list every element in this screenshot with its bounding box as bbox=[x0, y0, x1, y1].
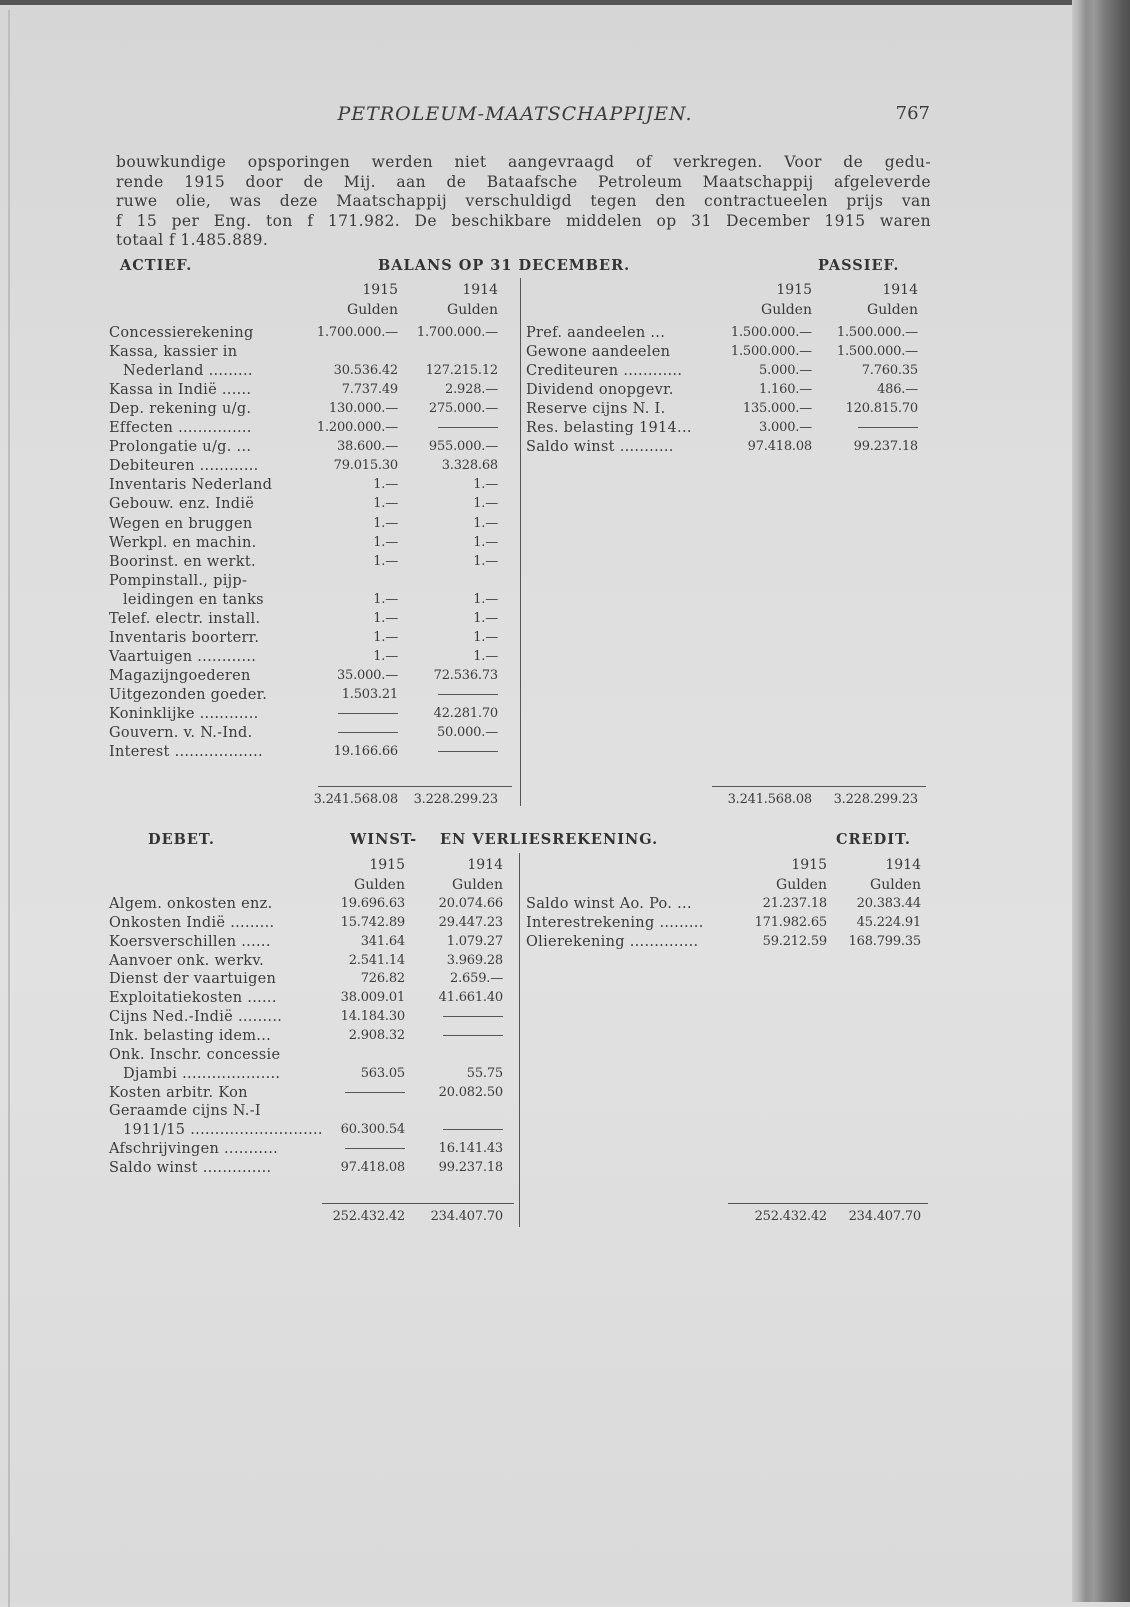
row-label: Djambi .................... bbox=[123, 1065, 281, 1082]
table-row bbox=[109, 494, 498, 514]
value-1914: 1.— bbox=[473, 515, 498, 531]
value-1915: 563.05 bbox=[360, 1065, 405, 1081]
nil-dash bbox=[438, 427, 498, 428]
value-1915: 19.696.63 bbox=[340, 896, 405, 911]
intro-paragraph bbox=[116, 153, 931, 251]
intro-line: rende 1915 door de Mij. aan de Bataafsche Petroleum Maatschappij afgeleverde bbox=[116, 172, 931, 191]
nil-dash bbox=[345, 1148, 405, 1149]
value-1915: 1.— bbox=[373, 629, 398, 645]
table-row bbox=[109, 742, 498, 762]
row-label: Geraamde cijns N.-I bbox=[109, 1103, 261, 1120]
value-1915: 135.000.— bbox=[742, 401, 812, 417]
value-1915: 1.— bbox=[373, 496, 398, 512]
nil-dash bbox=[438, 751, 498, 752]
nil-dash bbox=[443, 1016, 503, 1017]
total-1915: 3.241.568.08 bbox=[313, 792, 398, 807]
table-row bbox=[109, 1158, 503, 1178]
balance-actief-heading: ACTIEF. bbox=[120, 257, 193, 274]
value-1914: 168.799.35 bbox=[848, 933, 921, 949]
value-1914: 1.— bbox=[473, 610, 498, 626]
value-1915: 171.982.65 bbox=[754, 914, 827, 930]
value-1914: 55.75 bbox=[466, 1065, 503, 1081]
table-row bbox=[109, 988, 503, 1008]
column-header-year: 1915 bbox=[369, 857, 405, 873]
row-label: Kassa, kassier in bbox=[109, 344, 238, 361]
value-1915: 1.— bbox=[373, 591, 398, 607]
value-1914: 275.000.— bbox=[428, 401, 498, 417]
table-row bbox=[109, 1064, 503, 1084]
total-rule bbox=[712, 786, 926, 787]
row-label: Algem. onkosten enz. bbox=[109, 896, 273, 912]
value-1915: 1.503.21 bbox=[341, 686, 398, 702]
value-1915: 97.418.08 bbox=[340, 1159, 405, 1175]
table-row bbox=[109, 1007, 503, 1027]
value-1914 bbox=[443, 1007, 503, 1027]
value-1915: 38.009.01 bbox=[340, 990, 405, 1006]
row-label: Koersverschillen ...... bbox=[109, 933, 271, 950]
table-row bbox=[109, 323, 498, 343]
row-label: Cijns Ned.-Indië ......... bbox=[109, 1009, 283, 1026]
row-label: Pref. aandeelen ... bbox=[526, 325, 666, 341]
value-1915: 79.015.30 bbox=[333, 458, 398, 474]
value-1914: 16.141.43 bbox=[438, 1141, 503, 1157]
value-1915 bbox=[345, 1083, 405, 1103]
column-header-year: 1915 bbox=[791, 857, 827, 873]
table-row bbox=[109, 361, 498, 381]
row-label: Vaartuigen ............ bbox=[109, 648, 257, 665]
row-label: Saldo winst .............. bbox=[109, 1159, 272, 1176]
value-1914: 99.237.18 bbox=[438, 1159, 503, 1175]
column-header-year: 1915 bbox=[362, 282, 398, 298]
value-1915: 1.— bbox=[373, 515, 398, 531]
total-1914: 234.407.70 bbox=[848, 1209, 921, 1224]
value-1915: 59.212.59 bbox=[762, 933, 827, 949]
value-1915: 19.166.66 bbox=[333, 744, 398, 760]
table-row bbox=[109, 647, 498, 667]
row-label: Uitgezonden goeder. bbox=[109, 686, 268, 703]
value-1914 bbox=[438, 742, 498, 762]
value-1915: 38.600.— bbox=[336, 439, 398, 455]
value-1915: 2.541.14 bbox=[348, 952, 405, 968]
column-header-unit: Gulden bbox=[452, 877, 503, 893]
row-label: Crediteuren ............ bbox=[526, 363, 683, 380]
balance-passief-heading: PASSIEF. bbox=[818, 257, 900, 274]
total-1915: 3.241.568.08 bbox=[727, 792, 812, 807]
table-row bbox=[526, 399, 918, 419]
row-label: Res. belasting 1914... bbox=[526, 420, 692, 437]
row-label: Reserve cijns N. I. bbox=[526, 401, 666, 418]
row-label: Wegen en bruggen bbox=[109, 515, 253, 532]
column-header-year: 1914 bbox=[462, 282, 498, 298]
table-row bbox=[109, 932, 503, 952]
value-1914: 20.383.44 bbox=[856, 896, 921, 911]
row-label: Onk. Inschr. concessie bbox=[109, 1046, 281, 1063]
row-label: Interest .................. bbox=[109, 744, 263, 761]
table-row bbox=[109, 951, 503, 971]
value-1914: 1.— bbox=[473, 553, 498, 569]
table-row bbox=[109, 666, 498, 686]
value-1915: 1.500.000.— bbox=[730, 344, 812, 360]
book-spine bbox=[1072, 0, 1130, 1602]
total-1914: 234.407.70 bbox=[430, 1209, 503, 1224]
table-row bbox=[109, 380, 498, 400]
nil-dash bbox=[858, 427, 918, 428]
value-1914: 1.500.000.— bbox=[836, 325, 918, 340]
value-1914: 3.328.68 bbox=[441, 458, 498, 474]
page-edge bbox=[8, 10, 10, 1607]
value-1914: 20.074.66 bbox=[438, 896, 503, 911]
table-row bbox=[109, 894, 503, 914]
value-1914: 50.000.— bbox=[436, 725, 498, 741]
value-1914: 99.237.18 bbox=[853, 439, 918, 455]
pnl-column-divider bbox=[519, 853, 520, 1227]
row-label: Ink. belasting idem... bbox=[109, 1027, 272, 1044]
value-1915: 341.64 bbox=[360, 933, 405, 949]
value-1914: 120.815.70 bbox=[845, 401, 918, 417]
value-1915: 1.160.— bbox=[759, 382, 812, 398]
intro-line: bouwkundige opsporingen werden niet aangevraagd of verkregen. Voor de gedu- bbox=[116, 153, 931, 171]
value-1914 bbox=[443, 1026, 503, 1046]
row-label: Saldo winst Ao. Po. ... bbox=[526, 896, 692, 912]
row-label: Boorinst. en werkt. bbox=[109, 553, 256, 570]
value-1915: 35.000.— bbox=[336, 667, 398, 683]
total-rule bbox=[322, 1203, 514, 1204]
row-label: Interestrekening ......... bbox=[526, 914, 704, 931]
row-label: Gouvern. v. N.-Ind. bbox=[109, 725, 253, 742]
running-title: PETROLEUM-MAATSCHAPPIJEN. bbox=[337, 103, 693, 125]
total-1914: 3.228.299.23 bbox=[413, 792, 498, 807]
row-label: Nederland ......... bbox=[123, 363, 253, 380]
table-row bbox=[109, 514, 498, 534]
value-1914 bbox=[438, 685, 498, 705]
value-1915: 1.— bbox=[373, 648, 398, 664]
intro-line: ruwe olie, was deze Maatschappij verschuldigd tegen den contractueelen prijs van bbox=[116, 192, 931, 210]
page-number: 767 bbox=[895, 103, 930, 124]
value-1914: 1.— bbox=[473, 477, 498, 493]
nil-dash bbox=[438, 694, 498, 695]
column-header-unit: Gulden bbox=[776, 877, 827, 893]
column-header-unit: Gulden bbox=[447, 302, 498, 318]
value-1914: 486.— bbox=[877, 382, 918, 398]
row-label: Kosten arbitr. Kon bbox=[109, 1084, 248, 1101]
table-row bbox=[109, 969, 503, 989]
column-header-unit: Gulden bbox=[347, 302, 398, 318]
value-1914: 20.082.50 bbox=[438, 1084, 503, 1100]
table-row bbox=[109, 418, 498, 438]
table-row bbox=[109, 1139, 503, 1159]
value-1914: 1.— bbox=[473, 629, 498, 645]
nil-dash bbox=[345, 1092, 405, 1093]
balance-column-divider bbox=[520, 278, 521, 806]
value-1914: 42.281.70 bbox=[433, 706, 498, 721]
value-1915: 5.000.— bbox=[759, 363, 812, 379]
value-1915: 1.— bbox=[373, 477, 398, 493]
table-row bbox=[109, 1101, 503, 1121]
column-header-year: 1914 bbox=[882, 282, 918, 298]
value-1914: 72.536.73 bbox=[433, 667, 498, 683]
table-row bbox=[109, 399, 498, 419]
intro-line: totaal f 1.485.889. bbox=[116, 231, 269, 249]
value-1914: 1.079.27 bbox=[446, 933, 503, 949]
table-row bbox=[526, 418, 918, 438]
table-row bbox=[109, 1026, 503, 1046]
value-1914: 41.661.40 bbox=[438, 990, 503, 1006]
row-label: Werkpl. en machin. bbox=[109, 534, 257, 551]
table-row bbox=[109, 704, 498, 724]
row-label: Gewone aandeelen bbox=[526, 344, 671, 361]
value-1915: 97.418.08 bbox=[747, 439, 812, 455]
table-row bbox=[109, 1120, 503, 1140]
total-rule bbox=[728, 1203, 928, 1204]
value-1915: 14.184.30 bbox=[340, 1009, 405, 1025]
column-header-year: 1914 bbox=[467, 857, 503, 873]
table-row bbox=[109, 913, 503, 933]
row-label: Gebouw. enz. Indië bbox=[109, 496, 255, 513]
value-1915: 130.000.— bbox=[328, 401, 398, 417]
row-label: Telef. electr. install. bbox=[109, 610, 261, 627]
row-label: Debiteuren ............ bbox=[109, 458, 259, 475]
table-row bbox=[526, 932, 921, 952]
row-label: leidingen en tanks bbox=[123, 591, 264, 608]
table-row bbox=[526, 323, 918, 343]
value-1914 bbox=[438, 418, 498, 438]
row-label: Olierekening .............. bbox=[526, 933, 699, 950]
table-row bbox=[526, 894, 921, 914]
table-row bbox=[109, 533, 498, 553]
row-label: Dep. rekening u/g. bbox=[109, 401, 252, 418]
table-row bbox=[109, 571, 498, 591]
value-1915: 7.737.49 bbox=[341, 382, 398, 398]
nil-dash bbox=[338, 732, 398, 733]
value-1915 bbox=[338, 704, 398, 724]
value-1914: 1.— bbox=[473, 534, 498, 550]
row-label: Saldo winst ........... bbox=[526, 439, 674, 456]
nil-dash bbox=[443, 1035, 503, 1036]
row-label: Magazijngoederen bbox=[109, 667, 251, 684]
value-1914: 1.— bbox=[473, 496, 498, 512]
value-1915: 1.— bbox=[373, 610, 398, 626]
table-row bbox=[526, 437, 918, 457]
pnl-debet-heading: DEBET. bbox=[148, 831, 215, 848]
table-row bbox=[109, 590, 498, 610]
total-1915: 252.432.42 bbox=[332, 1209, 405, 1224]
column-header-year: 1915 bbox=[776, 282, 812, 298]
value-1914: 955.000.— bbox=[428, 439, 498, 455]
column-header-unit: Gulden bbox=[870, 877, 921, 893]
value-1915: 1.— bbox=[373, 553, 398, 569]
column-header-year: 1914 bbox=[885, 857, 921, 873]
table-row bbox=[109, 552, 498, 572]
value-1914: 1.700.000.— bbox=[416, 325, 498, 340]
table-row bbox=[109, 628, 498, 648]
value-1914: 1.— bbox=[473, 591, 498, 607]
value-1915 bbox=[345, 1139, 405, 1159]
table-row bbox=[526, 361, 918, 381]
value-1915: 3.000.— bbox=[759, 420, 812, 436]
row-label: Kassa in Indië ...... bbox=[109, 382, 252, 399]
row-label: Onkosten Indië ......... bbox=[109, 914, 275, 931]
value-1915: 1.700.000.— bbox=[316, 325, 398, 340]
row-label: Exploitatiekosten ...... bbox=[109, 990, 277, 1007]
row-label: Aanvoer onk. werkv. bbox=[109, 952, 265, 969]
value-1914: 1.— bbox=[473, 648, 498, 664]
row-label: Koninklijke ............ bbox=[109, 706, 259, 722]
row-label: Inventaris Nederland bbox=[109, 477, 273, 494]
table-row bbox=[109, 456, 498, 476]
table-row bbox=[109, 685, 498, 705]
nil-dash bbox=[443, 1129, 503, 1130]
value-1914: 127.215.12 bbox=[425, 363, 498, 379]
table-row bbox=[109, 437, 498, 457]
value-1915: 1.500.000.— bbox=[730, 325, 812, 340]
value-1915: 726.82 bbox=[360, 971, 405, 987]
row-label: Dienst der vaartuigen bbox=[109, 971, 277, 988]
value-1914: 3.969.28 bbox=[446, 952, 503, 968]
table-row bbox=[109, 475, 498, 495]
pnl-title-left: WINST- bbox=[350, 831, 418, 848]
row-label: Inventaris boorterr. bbox=[109, 629, 260, 646]
value-1914: 2.928.— bbox=[445, 382, 498, 398]
column-header-unit: Gulden bbox=[761, 302, 812, 318]
value-1915: 60.300.54 bbox=[340, 1122, 405, 1138]
row-label: Effecten ............... bbox=[109, 420, 252, 437]
value-1915: 2.908.32 bbox=[348, 1027, 405, 1043]
table-row bbox=[526, 342, 918, 362]
column-header-unit: Gulden bbox=[354, 877, 405, 893]
table-row bbox=[109, 1083, 503, 1103]
value-1914: 1.500.000.— bbox=[836, 344, 918, 360]
table-row bbox=[109, 723, 498, 743]
row-label: Concessierekening bbox=[109, 325, 254, 341]
table-row bbox=[526, 913, 921, 933]
row-label: Dividend onopgevr. bbox=[526, 382, 674, 399]
table-row bbox=[109, 342, 498, 362]
value-1914: 7.760.35 bbox=[861, 363, 918, 379]
value-1915: 1.— bbox=[373, 534, 398, 550]
column-header-unit: Gulden bbox=[867, 302, 918, 318]
running-header bbox=[100, 103, 930, 129]
value-1914 bbox=[443, 1120, 503, 1140]
value-1915: 21.237.18 bbox=[762, 896, 827, 911]
table-row bbox=[109, 609, 498, 629]
total-1914: 3.228.299.23 bbox=[833, 792, 918, 807]
pnl-credit-heading: CREDIT. bbox=[836, 831, 911, 848]
value-1914 bbox=[858, 418, 918, 438]
value-1915: 30.536.42 bbox=[333, 363, 398, 379]
value-1915 bbox=[338, 723, 398, 743]
balance-title: BALANS OP 31 DECEMBER. bbox=[378, 257, 631, 274]
total-rule bbox=[318, 786, 512, 787]
row-label: Prolongatie u/g. ... bbox=[109, 439, 252, 456]
value-1914: 29.447.23 bbox=[438, 914, 503, 930]
intro-line: f 15 per Eng. ton f 171.982. De beschikbare middelen op 31 December 1915 waren bbox=[116, 211, 931, 230]
value-1915: 1.200.000.— bbox=[316, 420, 398, 436]
total-1915: 252.432.42 bbox=[754, 1209, 827, 1224]
row-label: 1911/15 ........................... bbox=[123, 1122, 323, 1139]
row-label: Afschrijvingen ........... bbox=[109, 1141, 279, 1158]
nil-dash bbox=[338, 713, 398, 714]
value-1915: 15.742.89 bbox=[340, 914, 405, 930]
table-row bbox=[526, 380, 918, 400]
pnl-title-right: EN VERLIESREKENING. bbox=[440, 831, 659, 848]
row-label: Pompinstall., pijp- bbox=[109, 572, 248, 589]
value-1914: 45.224.91 bbox=[856, 914, 921, 930]
value-1914: 2.659.— bbox=[450, 971, 503, 987]
table-row bbox=[109, 1045, 503, 1065]
